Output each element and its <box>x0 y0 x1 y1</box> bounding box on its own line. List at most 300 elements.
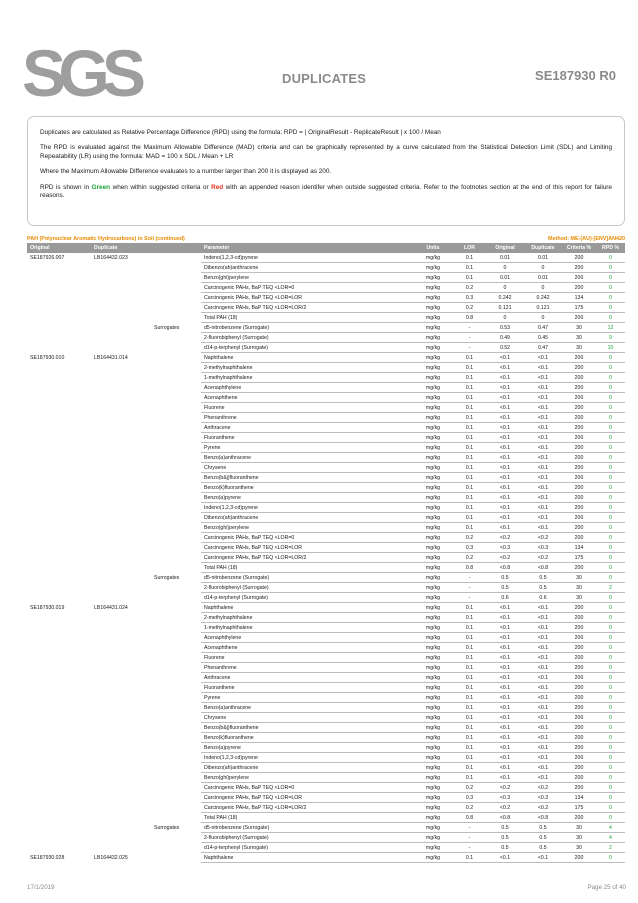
cell-original-result: <0.3 <box>486 543 524 553</box>
cell-units: mg/kg <box>413 603 453 613</box>
cell-original-result: <0.1 <box>486 363 524 373</box>
cell-group <box>151 663 201 673</box>
cell-lor: 0.1 <box>453 853 486 863</box>
cell-duplicate <box>91 833 151 843</box>
cell-lor: 0.1 <box>453 423 486 433</box>
cell-duplicate <box>91 683 151 693</box>
cell-criteria: 200 <box>562 453 596 463</box>
cell-original <box>27 653 91 663</box>
cell-lor: - <box>453 573 486 583</box>
cell-parameter: Carcinogenic PAHs, BaP TEQ <LOR=LOR <box>201 543 413 553</box>
cell-duplicate-result: <0.1 <box>524 713 562 723</box>
cell-duplicate-result: 0 <box>524 283 562 293</box>
cell-lor: 0.2 <box>453 803 486 813</box>
cell-lor: 0.1 <box>453 493 486 503</box>
legend-text-a: RPD is shown in <box>40 183 92 191</box>
cell-rpd: 0 <box>596 563 625 573</box>
cell-criteria: 200 <box>562 853 596 863</box>
cell-original-result: <0.1 <box>486 773 524 783</box>
cell-lor: 0.1 <box>453 463 486 473</box>
cell-rpd: 0 <box>596 793 625 803</box>
cell-rpd: 0 <box>596 433 625 443</box>
cell-units: mg/kg <box>413 743 453 753</box>
legend-red-label: Red <box>211 183 224 191</box>
cell-units: mg/kg <box>413 833 453 843</box>
cell-original-result: <0.1 <box>486 733 524 743</box>
table-row <box>27 513 625 523</box>
cell-duplicate <box>91 473 151 483</box>
cell-original <box>27 523 91 533</box>
cell-parameter: 1-methylnaphthalene <box>201 623 413 633</box>
table-row <box>27 463 625 473</box>
cell-parameter: Pyrene <box>201 693 413 703</box>
cell-parameter: Carcinogenic PAHs, BaP TEQ <LOR=LOR <box>201 293 413 303</box>
cell-original <box>27 573 91 583</box>
cell-original-result: 0.5 <box>486 573 524 583</box>
cell-units: mg/kg <box>413 853 453 863</box>
column-header-duplicate-result: Duplicate <box>524 243 562 253</box>
cell-criteria: 200 <box>562 253 596 263</box>
cell-original <box>27 593 91 603</box>
cell-group <box>151 643 201 653</box>
cell-original-result: 0.52 <box>486 343 524 353</box>
cell-duplicate <box>91 723 151 733</box>
cell-duplicate-result: <0.1 <box>524 423 562 433</box>
table-row <box>27 503 625 513</box>
cell-criteria: 30 <box>562 323 596 333</box>
cell-criteria: 200 <box>562 443 596 453</box>
cell-rpd: 0 <box>596 263 625 273</box>
cell-criteria: 200 <box>562 733 596 743</box>
cell-duplicate <box>91 423 151 433</box>
cell-original-result: <0.1 <box>486 353 524 363</box>
cell-lor: 0.1 <box>453 693 486 703</box>
cell-original <box>27 563 91 573</box>
cell-lor: 0.2 <box>453 283 486 293</box>
cell-duplicate <box>91 553 151 563</box>
cell-group <box>151 513 201 523</box>
cell-original <box>27 383 91 393</box>
cell-original-result: <0.1 <box>486 713 524 723</box>
cell-duplicate <box>91 333 151 343</box>
cell-duplicate <box>91 433 151 443</box>
cell-original <box>27 293 91 303</box>
cell-units: mg/kg <box>413 653 453 663</box>
cell-group <box>151 623 201 633</box>
cell-units: mg/kg <box>413 363 453 373</box>
cell-rpd: 0 <box>596 713 625 723</box>
cell-original-result: <0.1 <box>486 443 524 453</box>
page-title: DUPLICATES <box>282 71 367 86</box>
cell-parameter: d5-nitrobenzene (Surrogate) <box>201 573 413 583</box>
cell-duplicate <box>91 733 151 743</box>
cell-original <box>27 813 91 823</box>
cell-rpd: 4 <box>596 823 625 833</box>
cell-original <box>27 763 91 773</box>
cell-original-result: <0.1 <box>486 643 524 653</box>
cell-criteria: 30 <box>562 823 596 833</box>
cell-original <box>27 463 91 473</box>
cell-original-result: <0.1 <box>486 753 524 763</box>
column-header-criteria: Criteria % <box>562 243 596 253</box>
cell-original <box>27 303 91 313</box>
cell-units: mg/kg <box>413 553 453 563</box>
cell-duplicate-result: 0.6 <box>524 593 562 603</box>
cell-rpd: 0 <box>596 483 625 493</box>
cell-units: mg/kg <box>413 543 453 553</box>
cell-parameter: Benzo(k)fluoranthene <box>201 483 413 493</box>
cell-parameter: Pyrene <box>201 443 413 453</box>
cell-criteria: 30 <box>562 573 596 583</box>
cell-lor: 0.1 <box>453 373 486 383</box>
cell-lor: 0.1 <box>453 363 486 373</box>
table-row <box>27 423 625 433</box>
cell-duplicate <box>91 573 151 583</box>
cell-criteria: 200 <box>562 783 596 793</box>
cell-lor: 0.1 <box>453 503 486 513</box>
cell-rpd: 0 <box>596 593 625 603</box>
cell-original: SE187926.007 <box>30 254 65 261</box>
cell-parameter: Fluorene <box>201 653 413 663</box>
cell-original <box>27 743 91 753</box>
cell-parameter: Acenaphthene <box>201 393 413 403</box>
cell-units: mg/kg <box>413 403 453 413</box>
footer-date: 17/1/2019 <box>27 884 55 891</box>
table-row <box>27 293 625 303</box>
cell-original-result: 0.6 <box>486 593 524 603</box>
cell-original-result: <0.1 <box>486 373 524 383</box>
table-row <box>27 803 625 813</box>
cell-duplicate-result: <0.1 <box>524 353 562 363</box>
cell-criteria: 200 <box>562 523 596 533</box>
cell-group <box>151 803 201 813</box>
cell-parameter: Acenaphthene <box>201 643 413 653</box>
cell-lor: 0.1 <box>453 653 486 663</box>
cell-units: mg/kg <box>413 693 453 703</box>
cell-group <box>151 733 201 743</box>
cell-lor: 0.1 <box>453 713 486 723</box>
cell-group <box>151 453 201 463</box>
cell-parameter: Chrysene <box>201 713 413 723</box>
cell-rpd: 0 <box>596 393 625 403</box>
cell-duplicate-result: <0.2 <box>524 783 562 793</box>
cell-duplicate <box>91 843 151 853</box>
cell-units: mg/kg <box>413 813 453 823</box>
section-heading <box>27 236 625 242</box>
cell-units: mg/kg <box>413 283 453 293</box>
cell-lor: 0.1 <box>453 703 486 713</box>
cell-group <box>151 853 201 863</box>
cell-criteria: 200 <box>562 363 596 373</box>
cell-criteria: 200 <box>562 673 596 683</box>
cell-criteria: 200 <box>562 623 596 633</box>
table-row <box>27 793 625 803</box>
table-row <box>27 593 625 603</box>
cell-duplicate <box>91 403 151 413</box>
cell-parameter: Chrysene <box>201 463 413 473</box>
cell-original <box>27 543 91 553</box>
cell-group <box>151 313 201 323</box>
cell-units: mg/kg <box>413 483 453 493</box>
cell-group <box>151 463 201 473</box>
cell-duplicate-result: <0.1 <box>524 773 562 783</box>
cell-original-result: <0.1 <box>486 433 524 443</box>
cell-parameter: Acenaphthylene <box>201 633 413 643</box>
cell-duplicate <box>91 563 151 573</box>
cell-original <box>27 403 91 413</box>
cell-duplicate <box>91 323 151 333</box>
cell-original-result: <0.8 <box>486 563 524 573</box>
cell-original <box>27 483 91 493</box>
cell-group <box>151 413 201 423</box>
cell-rpd: 0 <box>596 463 625 473</box>
cell-group <box>151 813 201 823</box>
cell-criteria: 30 <box>562 583 596 593</box>
cell-original <box>27 723 91 733</box>
cell-lor: - <box>453 843 486 853</box>
sgs-logo <box>22 40 152 102</box>
cell-original <box>27 283 91 293</box>
cell-rpd: 0 <box>596 533 625 543</box>
cell-rpd: 0 <box>596 613 625 623</box>
table-row <box>27 473 625 483</box>
cell-duplicate <box>91 713 151 723</box>
cell-lor: 0.1 <box>453 473 486 483</box>
cell-criteria: 200 <box>562 723 596 733</box>
table-row <box>27 483 625 493</box>
cell-duplicate-result: 0.5 <box>524 583 562 593</box>
cell-rpd: 0 <box>596 313 625 323</box>
cell-units: mg/kg <box>413 673 453 683</box>
cell-units: mg/kg <box>413 273 453 283</box>
cell-rpd: 0 <box>596 673 625 683</box>
table-row <box>27 573 625 583</box>
cell-group <box>151 843 201 853</box>
cell-criteria: 134 <box>562 793 596 803</box>
cell-duplicate-result: <0.1 <box>524 413 562 423</box>
cell-original <box>27 323 91 333</box>
cell-original-result: <0.1 <box>486 523 524 533</box>
cell-duplicate <box>91 633 151 643</box>
table-row <box>27 313 625 323</box>
cell-rpd: 0 <box>596 353 625 363</box>
cell-original <box>27 473 91 483</box>
cell-rpd: 4 <box>596 833 625 843</box>
table-row <box>27 623 625 633</box>
cell-lor: 0.1 <box>453 353 486 363</box>
cell-original-result: <0.2 <box>486 553 524 563</box>
cell-criteria: 200 <box>562 643 596 653</box>
cell-duplicate-result: <0.3 <box>524 543 562 553</box>
cell-lor: 0.8 <box>453 313 486 323</box>
cell-criteria: 200 <box>562 763 596 773</box>
cell-group <box>151 343 201 353</box>
cell-criteria: 200 <box>562 773 596 783</box>
column-header-lor: LOR <box>453 243 486 253</box>
cell-duplicate-result: <0.1 <box>524 733 562 743</box>
cell-units: mg/kg <box>413 323 453 333</box>
cell-original-result: <0.1 <box>486 763 524 773</box>
table-row <box>27 753 625 763</box>
rpd-formula-text: Duplicates are calculated as Relative Percentage Difference (RPD) using the formula: RPD = | OriginalResult - ReplicateResult | x 100 / Mean <box>40 129 441 136</box>
cell-group: Surrogates <box>154 574 180 581</box>
cell-original-result: <0.1 <box>486 683 524 693</box>
cell-original: SE187930.010 <box>30 354 65 361</box>
cell-parameter: Fluoranthene <box>201 433 413 443</box>
cell-group <box>151 403 201 413</box>
cell-duplicate <box>91 313 151 323</box>
cell-units: mg/kg <box>413 443 453 453</box>
cell-rpd: 0 <box>596 693 625 703</box>
cell-units: mg/kg <box>413 753 453 763</box>
cell-lor: - <box>453 823 486 833</box>
cell-original-result: <0.1 <box>486 383 524 393</box>
cell-original <box>27 373 91 383</box>
cell-parameter: Total PAH (18) <box>201 813 413 823</box>
cell-original <box>27 553 91 563</box>
cell-parameter: Indeno(1,2,3-cd)pyrene <box>201 503 413 513</box>
table-row <box>27 773 625 783</box>
cell-lor: 0.1 <box>453 273 486 283</box>
cell-rpd: 0 <box>596 453 625 463</box>
cell-original <box>27 633 91 643</box>
cell-duplicate-result: <0.1 <box>524 693 562 703</box>
cell-parameter: Naphthalene <box>201 353 413 363</box>
cell-duplicate <box>91 793 151 803</box>
table-row <box>27 813 625 823</box>
cell-original-result: <0.1 <box>486 853 524 863</box>
cell-duplicate-result: <0.1 <box>524 643 562 653</box>
cell-lor: 0.2 <box>453 553 486 563</box>
cell-rpd: 0 <box>596 813 625 823</box>
cell-group <box>151 563 201 573</box>
cell-original <box>27 423 91 433</box>
cell-rpd: 0 <box>596 633 625 643</box>
sgs-logo-mark <box>22 40 152 102</box>
cell-parameter: Carcinogenic PAHs, BaP TEQ <LOR=0 <box>201 783 413 793</box>
cell-original <box>27 413 91 423</box>
cell-criteria: 200 <box>562 283 596 293</box>
table-row <box>27 303 625 313</box>
cell-duplicate-result: <0.1 <box>524 673 562 683</box>
cell-criteria: 30 <box>562 593 596 603</box>
cell-duplicate-result: <0.1 <box>524 473 562 483</box>
cell-duplicate-result: <0.1 <box>524 513 562 523</box>
cell-original-result: 0.5 <box>486 583 524 593</box>
table-row <box>27 253 625 263</box>
cell-original <box>27 583 91 593</box>
cell-parameter: d5-nitrobenzene (Surrogate) <box>201 323 413 333</box>
cell-rpd: 0 <box>596 773 625 783</box>
cell-criteria: 200 <box>562 663 596 673</box>
cell-criteria: 200 <box>562 413 596 423</box>
cell-lor: - <box>453 343 486 353</box>
cell-duplicate: LB164431.024 <box>94 604 128 611</box>
cell-parameter: 2-methylnaphthalene <box>201 363 413 373</box>
cell-rpd: 0 <box>596 513 625 523</box>
table-row <box>27 843 625 853</box>
cell-duplicate <box>91 673 151 683</box>
cell-parameter: Dibenzo(ah)anthracene <box>201 763 413 773</box>
table-row <box>27 703 625 713</box>
table-row <box>27 673 625 683</box>
cell-original <box>27 733 91 743</box>
column-header-units: Units <box>413 243 453 253</box>
cell-group <box>151 303 201 313</box>
cell-parameter: Anthracene <box>201 673 413 683</box>
cell-units: mg/kg <box>413 353 453 363</box>
cell-duplicate <box>91 283 151 293</box>
cell-original <box>27 363 91 373</box>
cell-original-result: <0.1 <box>486 453 524 463</box>
cell-duplicate-result: <0.2 <box>524 533 562 543</box>
cell-original <box>27 533 91 543</box>
cell-lor: 0.1 <box>453 733 486 743</box>
cell-original <box>27 333 91 343</box>
cell-duplicate <box>91 693 151 703</box>
cell-units: mg/kg <box>413 343 453 353</box>
cell-rpd: 0 <box>596 253 625 263</box>
cell-original <box>27 273 91 283</box>
cell-units: mg/kg <box>413 513 453 523</box>
cell-duplicate-result: 0.01 <box>524 273 562 283</box>
cell-units: mg/kg <box>413 303 453 313</box>
cell-duplicate <box>91 513 151 523</box>
cell-lor: 0.1 <box>453 483 486 493</box>
cell-parameter: Benzo(a)anthracene <box>201 703 413 713</box>
cell-group <box>151 793 201 803</box>
column-header-rpd: RPD % <box>596 243 625 253</box>
cell-original <box>27 713 91 723</box>
cell-criteria: 200 <box>562 693 596 703</box>
table-row <box>27 833 625 843</box>
cell-lor: 0.1 <box>453 643 486 653</box>
cell-group <box>151 553 201 563</box>
mad-criteria-text: The RPD is evaluated against the Maximum Allowable Difference (MAD) criteria and can be graphically represented by a curve calculated from the Statistical Detection Limit (SDL) and Limiting Repeatability (LR) using the formula: MAD = 100 x SDL / Mean + LR <box>40 144 612 160</box>
cell-criteria: 200 <box>562 633 596 643</box>
cell-parameter: d5-nitrobenzene (Surrogate) <box>201 823 413 833</box>
table-row <box>27 563 625 573</box>
cell-duplicate-result: <0.1 <box>524 363 562 373</box>
cell-lor: - <box>453 593 486 603</box>
cell-group <box>151 613 201 623</box>
cell-duplicate-result: <0.1 <box>524 853 562 863</box>
cell-original-result: <0.1 <box>486 603 524 613</box>
section-method: Method: ME-(AU)-[ENV]AN420 <box>548 236 625 242</box>
table-row <box>27 583 625 593</box>
cell-criteria: 200 <box>562 373 596 383</box>
formula-info-box <box>27 116 625 226</box>
cell-rpd: 0 <box>596 543 625 553</box>
section-title: PAH (Polynuclear Aromatic Hydrocarbons) in Soil (continued) <box>27 236 185 242</box>
cell-duplicate <box>91 483 151 493</box>
cell-criteria: 200 <box>562 273 596 283</box>
cell-units: mg/kg <box>413 473 453 483</box>
cell-units: mg/kg <box>413 793 453 803</box>
table-row <box>27 533 625 543</box>
cell-rpd: 0 <box>596 283 625 293</box>
column-header-group <box>151 243 201 253</box>
cell-duplicate-result: <0.1 <box>524 453 562 463</box>
cell-original <box>27 613 91 623</box>
table-row <box>27 453 625 463</box>
cell-parameter: Phenanthrene <box>201 413 413 423</box>
cell-lor: 0.1 <box>453 253 486 263</box>
cell-criteria: 200 <box>562 753 596 763</box>
cell-original-result: <0.1 <box>486 723 524 733</box>
legend-text-b: when within suggested criteria or <box>110 183 212 191</box>
cell-duplicate-result: 0.47 <box>524 343 562 353</box>
